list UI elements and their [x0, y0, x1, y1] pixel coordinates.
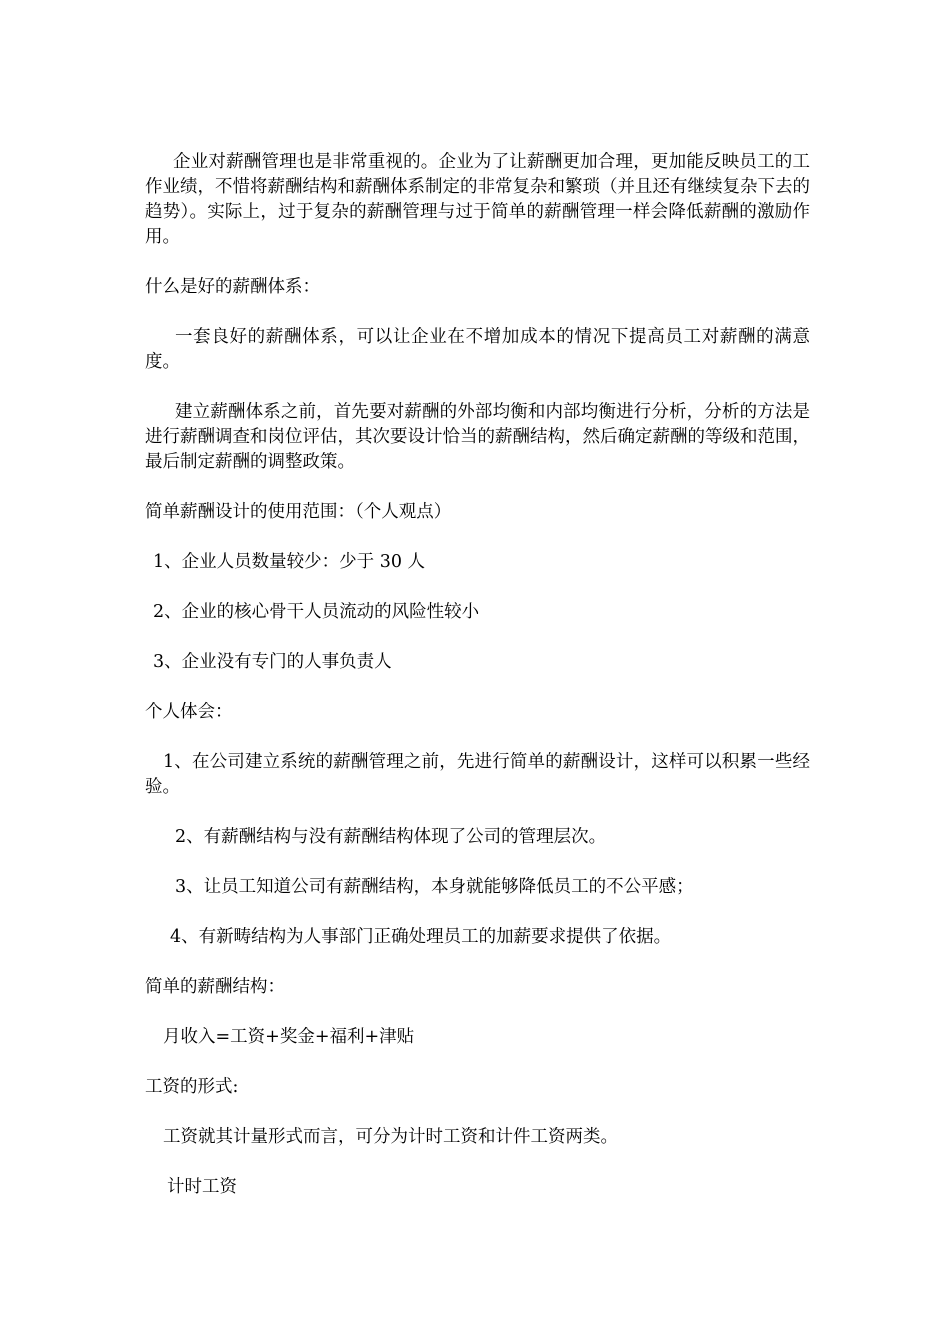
heading-wage-forms: 工资的形式:	[145, 1077, 239, 1097]
list-item-experience-1: 1、在公司建立系统的薪酬管理之前，先进行简单的薪酬设计，这样可以积累一些经验。	[145, 752, 810, 797]
list-item-experience-3: 3、让员工知道公司有薪酬结构，本身就能够降低员工的不公平感；	[175, 877, 694, 897]
paragraph-good-system: 一套良好的薪酬体系，可以让企业在不增加成本的情况下提高员工对薪酬的满意度。	[145, 327, 810, 372]
heading-experience: 个人体会：	[145, 702, 233, 722]
paragraph-wage-forms: 工资就其计量形式而言，可分为计时工资和计件工资两类。	[163, 1127, 618, 1147]
list-item-scope-2: 2、企业的核心骨干人员流动的风险性较小	[153, 602, 480, 622]
heading-good-system: 什么是好的薪酬体系：	[145, 277, 320, 297]
heading-scope: 简单薪酬设计的使用范围：（个人观点）	[145, 502, 452, 522]
document-body	[145, 150, 810, 1225]
heading-simple-structure: 简单的薪酬结构：	[145, 977, 285, 997]
list-item-experience-4: 4、有新畴结构为人事部门正确处理员工的加薪要求提供了依据。	[170, 927, 672, 947]
formula-monthly-income: 月收入=工资+奖金+福利+津贴	[163, 1027, 415, 1047]
list-item-experience-2: 2、有薪酬结构与没有薪酬结构体现了公司的管理层次。	[175, 827, 607, 847]
paragraph-build-system: 建立薪酬体系之前，首先要对薪酬的外部均衡和内部均衡进行分析，分析的方法是进行薪酬调查和岗位评估，其次要设计恰当的薪酬结构，然后确定薪酬的等级和范围，最后制定薪酬的调整政策。	[145, 402, 810, 472]
list-item-scope-1: 1、企业人员数量较少：少于 30 人	[153, 552, 426, 572]
subheading-time-wage: 计时工资	[167, 1177, 237, 1197]
list-item-scope-3: 3、企业没有专门的人事负责人	[153, 652, 392, 672]
paragraph-intro: 企业对薪酬管理也是非常重视的。企业为了让薪酬更加合理，更加能反映员工的工作业绩，不惜将薪酬结构和薪酬体系制定的非常复杂和繁琐（并且还有继续复杂下去的趋势）。实际上，过于复杂的薪酬管理与过于简单的薪酬管理一样会降低薪酬的激励作用。	[145, 152, 810, 247]
